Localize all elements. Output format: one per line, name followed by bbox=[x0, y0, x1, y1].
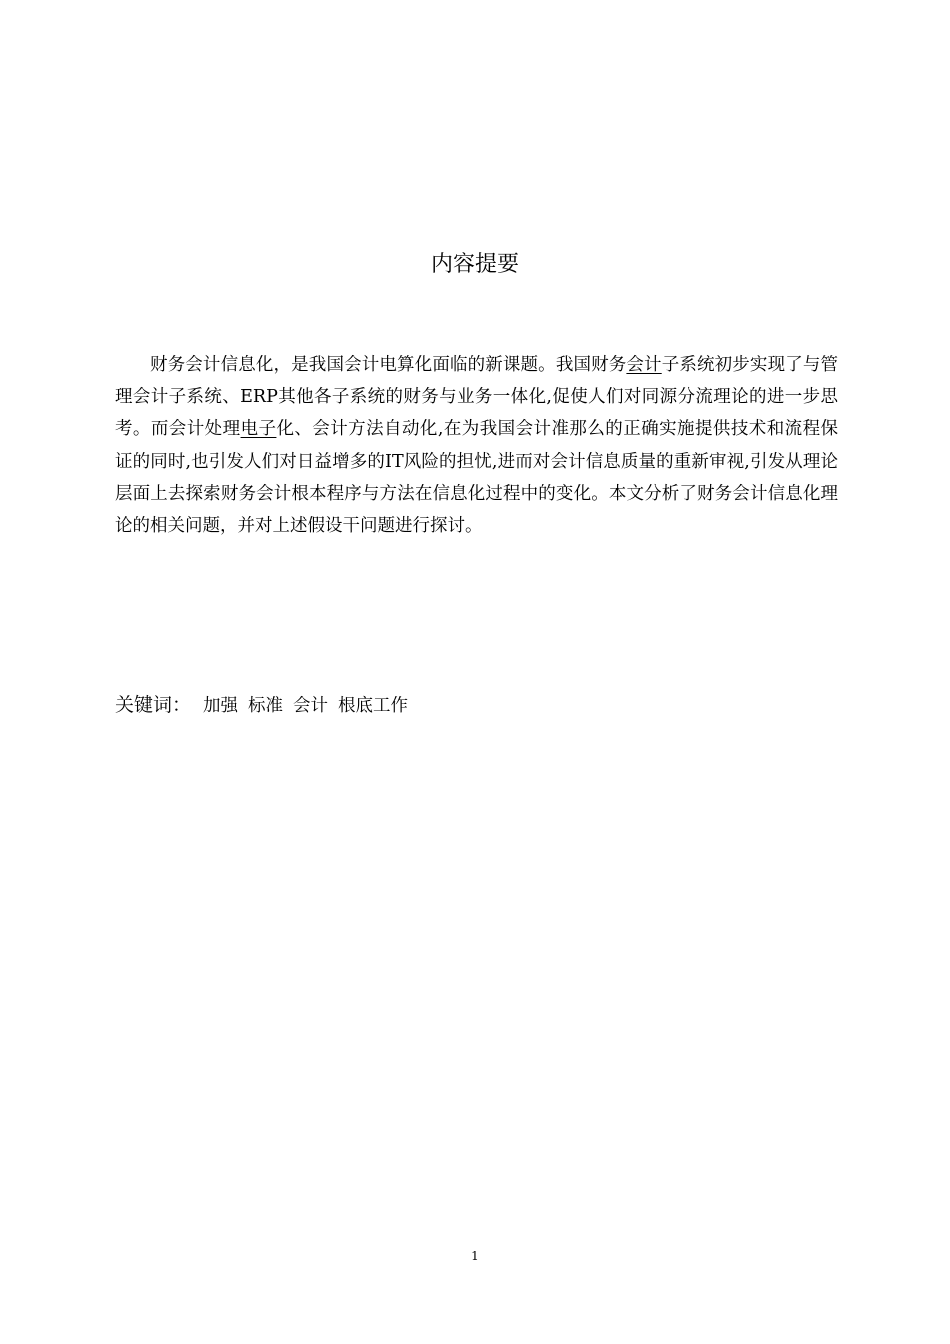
abstract-paragraph bbox=[115, 349, 838, 542]
abstract-link-electronic[interactable]: 电子 bbox=[240, 419, 277, 440]
keywords-line bbox=[115, 690, 418, 721]
abstract-text-3: 化、会计方法自动化,在为我国会计准那么的正确实施提供技术和流程保证的同时,也引发人们对日益增多的IT风险的担忧,进而对会计信息质量的重新审视,引发从理论层面上去探索财务会计根本程序与方法在信息化过程中的变化。本文分析了财务会计信息化理论的相关问题，并对上述假设干问题进行探讨。 bbox=[115, 419, 839, 537]
abstract-text-2: 子系统初步实现了与管理会计子系统、ERP其他各子系统的财务与业务一体化,促使人们对同源分流理论的进一步思考。而会计处理 bbox=[115, 355, 839, 440]
keyword-item: 会计 bbox=[293, 696, 329, 716]
keyword-item: 根底工作 bbox=[338, 696, 409, 716]
keyword-item: 加强 bbox=[203, 696, 239, 716]
keywords-label: 关键词： bbox=[115, 694, 192, 716]
keyword-item: 标准 bbox=[248, 696, 284, 716]
page-number: 1 bbox=[471, 1249, 479, 1263]
page-title: 内容提要 bbox=[430, 252, 519, 277]
abstract-link-accounting[interactable]: 会计 bbox=[626, 355, 662, 375]
abstract-text-1: 财务会计信息化，是我国会计电算化面临的新课题。我国财务 bbox=[150, 355, 627, 375]
